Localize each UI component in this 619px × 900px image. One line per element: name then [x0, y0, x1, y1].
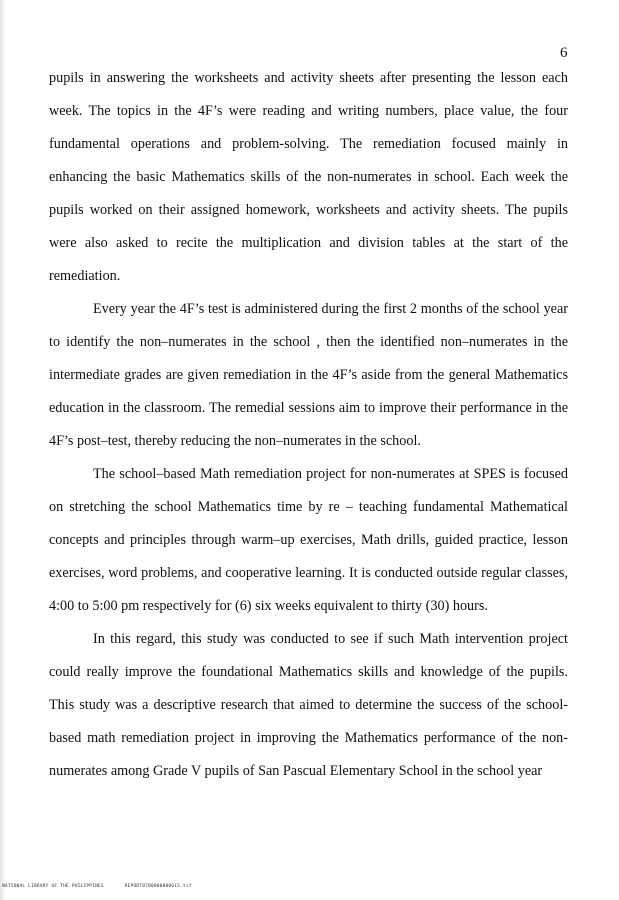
page-number: 6: [560, 45, 568, 61]
scan-edge-shadow: [0, 0, 7, 900]
paragraph-remediation-project: The school–based Math remediation project for non-numerates at SPES is focused on stretching the school Mathematics time by re – teaching fundamental Mathematical concepts and principles through warm–up exercises, Math drills, guided practice, lesson exercises, word problems, and cooperative learning. It is conducted outside regular classes, 4:00 to 5:00 pm respectively for (6) six weeks equivalent to thirty (30) hours.: [49, 466, 568, 614]
footer-library: NATIONAL LIBRARY OF THE PHILIPPINES: [2, 884, 104, 889]
document-body: [49, 62, 568, 788]
paragraph-study-purpose: In this regard, this study was conducted to see if such Math intervention project could really improve the foundational Mathematics skills and knowledge of the pupils. This study was a descriptive research that aimed to determine the success of the school-based math remediation project in improving the Mathematics performance of the non-numerates among Grade V pupils of San Pascual Elementary School in the school year: [49, 631, 568, 779]
paragraph-4fs-test: Every year the 4F’s test is administered during the first 2 months of the school year to identify the non–numerates in the school , then the identified non–numerates in the intermediate grades are given remediation in the 4F’s aside from the general Mathematics education in the classroom. The remedial sessions aim to improve their performance in the 4F’s post–test, thereby reducing the non–numerates in the school.: [49, 301, 568, 449]
scan-footer: [2, 884, 192, 890]
footer-code: REPORT0700000000015.tif: [124, 884, 192, 889]
paragraph-continuation: pupils in answering the worksheets and activity sheets after presenting the lesson each week. The topics in the 4F’s were reading and writing numbers, place value, the four fundamental operations and problem-solving. The remediation focused mainly in enhancing the basic Mathematics skills of the non-numerates in school. Each week the pupils worked on their assigned homework, worksheets and activity sheets. The pupils were also asked to recite the multiplication and division tables at the start of the remediation.: [49, 70, 568, 284]
